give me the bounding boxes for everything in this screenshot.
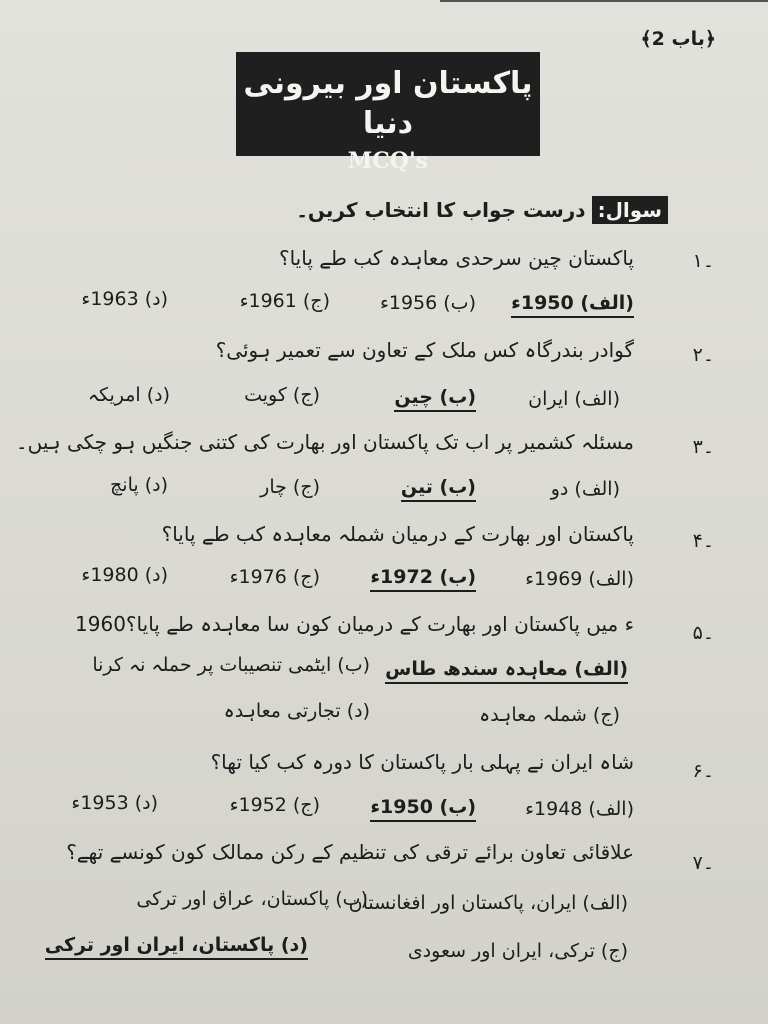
option-daal: (د) 1980ء [81,564,168,586]
question-text: شاہ ایران نے پہلی بار پاکستان کا دورہ کب کیا تھا؟ [210,750,634,774]
option-jeem: (ج) 1976ء [229,566,320,588]
option-daal: (د) امریکہ [87,384,170,406]
option-daal: (د) پاکستان، ایران اور ترکی [45,934,308,960]
question-text: پاکستان اور بھارت کے درمیان شملہ معاہدہ کب طے پایا؟ [161,522,634,546]
option-daal: (د) تجارتی معاہدہ [223,700,370,722]
option-alif: (الف) ایران [528,388,620,410]
option-bay: (ب) پاکستان، عراق اور ترکی [136,888,368,910]
option-alif: (الف) 1948ء [525,798,634,820]
question-text: 1960ء میں پاکستان اور بھارت کے درمیان کون سا معاہدہ طے پایا؟ [75,612,634,636]
option-alif: (الف) ایران، پاکستان اور افغانستان [348,892,628,914]
option-daal: (د) پانچ [110,474,168,496]
option-alif: (الف) 1950ء [511,292,634,318]
option-bay: (ب) 1950ء [370,796,476,822]
option-jeem: (ج) 1952ء [229,794,320,816]
question-number: ۶۔ [692,760,714,782]
title-box [236,52,540,174]
question-number: ۴۔ [692,530,714,552]
question-number: ۳۔ [692,436,714,458]
question-number: ۱۔ [692,250,714,272]
option-jeem: (ج) 1961ء [239,290,330,312]
option-jeem: (ج) چار [260,476,320,498]
option-alif: (الف) معاہدہ سندھ طاس [385,658,628,684]
question-text: علاقائی تعاون برائے ترقی کی تنظیم کے رکن ممالک کون کونسے تھے؟ [66,840,634,864]
question-text: مسئلہ کشمیر پر اب تک پاکستان اور بھارت کی کتنی جنگیں ہو چکی ہیں۔ [15,430,634,454]
option-daal: (د) 1963ء [81,288,168,310]
option-jeem: (ج) کویت [244,384,320,406]
option-bay: (ب) ایٹمی تنصیبات پر حملہ نہ کرنا [92,654,370,676]
page-title: پاکستان اور بیرونی دنیا [243,66,533,141]
question-number: ۲۔ [692,344,714,366]
option-alif: (الف) 1969ء [525,568,634,590]
option-bay: (ب) تین [401,476,476,502]
instruction [296,198,668,222]
page-subtitle: MCQ's [347,148,429,174]
option-alif: (الف) دو [550,478,620,500]
question-number: ۷۔ [692,852,714,874]
option-bay: (ب) چین [394,386,476,412]
question-number: ۵۔ [692,622,714,644]
chapter-label: ﴿باب 2﴾ [640,28,716,50]
question-text: گوادر بندرگاہ کس ملک کے تعاون سے تعمیر ہوئی؟ [215,338,634,362]
top-rule [440,0,768,2]
option-jeem: (ج) شملہ معاہدہ [479,704,620,726]
question-label: سوال: [592,196,668,224]
option-bay: (ب) 1956ء [379,292,476,314]
option-bay: (ب) 1972ء [370,566,476,592]
option-daal: (د) 1953ء [71,792,158,814]
instruction-text: درست جواب کا انتخاب کریں۔ [296,198,586,222]
option-jeem: (ج) ترکی، ایران اور سعودی [407,940,628,962]
question-text: پاکستان چین سرحدی معاہدہ کب طے پایا؟ [278,246,634,270]
